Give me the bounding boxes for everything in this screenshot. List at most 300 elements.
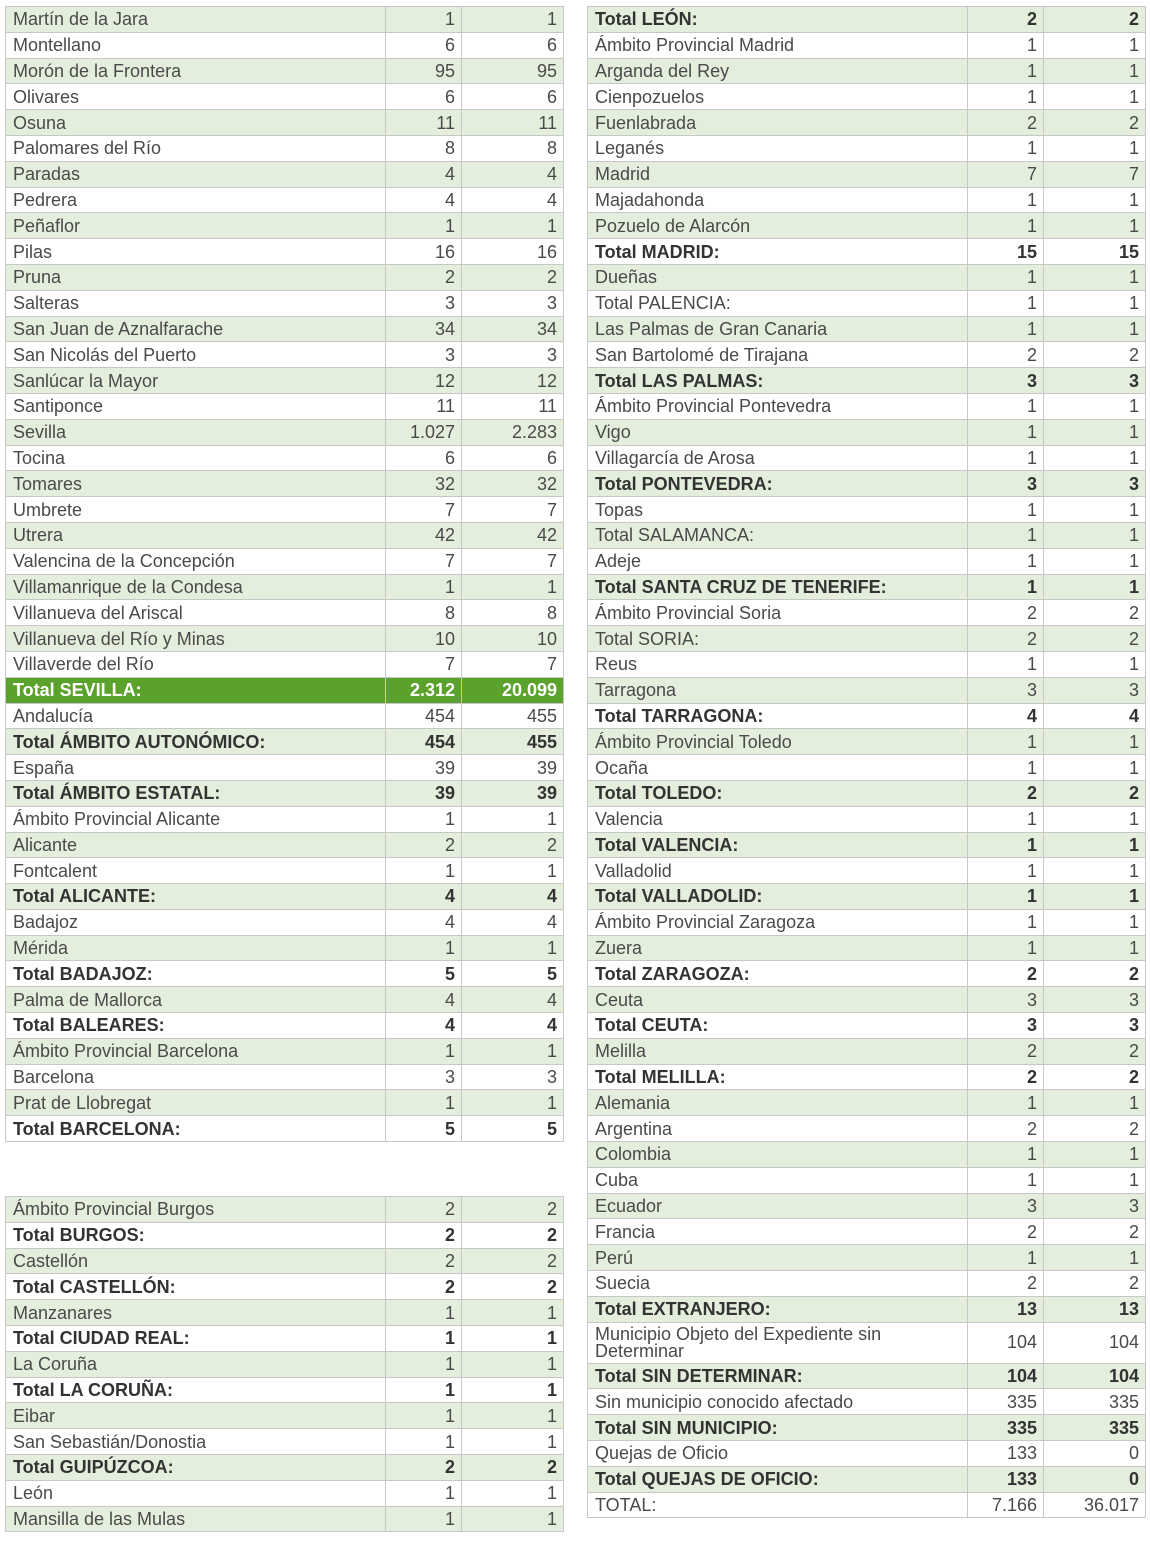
- table-row: [6, 239, 564, 265]
- row-value-b: 1: [1044, 651, 1146, 677]
- row-value-a: 4: [386, 987, 462, 1013]
- table-row: [588, 264, 1146, 290]
- table-row: [6, 729, 564, 755]
- row-value-a: 1: [386, 574, 462, 600]
- row-label: Topas: [588, 497, 968, 523]
- row-label: Villanueva del Río y Minas: [6, 626, 386, 652]
- row-value-a: 2: [968, 1064, 1044, 1090]
- row-label: Dueñas: [588, 264, 968, 290]
- row-value-a: 3: [968, 471, 1044, 497]
- row-value-b: 0: [1044, 1466, 1146, 1492]
- table-row: [588, 1193, 1146, 1219]
- table-row: [6, 987, 564, 1013]
- table-row: [6, 1377, 564, 1403]
- row-value-b: 2: [462, 1248, 564, 1274]
- row-value-b: 4: [462, 884, 564, 910]
- row-value-a: 1: [968, 832, 1044, 858]
- table-row: [588, 445, 1146, 471]
- row-value-a: 2: [386, 1248, 462, 1274]
- row-value-a: 1: [968, 884, 1044, 910]
- row-value-b: 1: [1044, 316, 1146, 342]
- row-value-b: 2: [1044, 1219, 1146, 1245]
- row-value-b: 1: [1044, 58, 1146, 84]
- row-value-b: 7: [462, 651, 564, 677]
- row-label: Ámbito Provincial Madrid: [588, 32, 968, 58]
- table-row: [588, 32, 1146, 58]
- row-label: Total VALLADOLID:: [588, 884, 968, 910]
- row-label: Las Palmas de Gran Canaria: [588, 316, 968, 342]
- row-value-a: 1: [386, 213, 462, 239]
- table-row: [588, 316, 1146, 342]
- row-label: Ceuta: [588, 987, 968, 1013]
- row-value-a: 12: [386, 368, 462, 394]
- row-label: Santiponce: [6, 393, 386, 419]
- row-value-a: 7: [386, 548, 462, 574]
- row-value-a: 2: [968, 342, 1044, 368]
- row-value-a: 1: [968, 858, 1044, 884]
- row-value-a: 2: [968, 1038, 1044, 1064]
- row-value-b: 1: [462, 858, 564, 884]
- row-value-a: 11: [386, 110, 462, 136]
- table-row: [588, 987, 1146, 1013]
- table-row: [6, 1454, 564, 1480]
- data-table-left-bottom: [5, 1196, 564, 1532]
- row-value-b: 6: [462, 32, 564, 58]
- table-row: [588, 393, 1146, 419]
- row-label: Villaverde del Río: [6, 651, 386, 677]
- table-body: [588, 7, 1146, 1518]
- row-value-b: 2: [1044, 1271, 1146, 1297]
- row-value-a: 2: [386, 264, 462, 290]
- row-value-b: 1: [1044, 858, 1146, 884]
- table-row: [6, 1038, 564, 1064]
- row-label: Total TARRAGONA:: [588, 703, 968, 729]
- row-value-b: 104: [1044, 1363, 1146, 1389]
- row-value-a: 1: [968, 187, 1044, 213]
- table-row: [588, 522, 1146, 548]
- table-row: [588, 187, 1146, 213]
- row-label: Francia: [588, 1219, 968, 1245]
- table-row: [588, 703, 1146, 729]
- row-label: Tocina: [6, 445, 386, 471]
- table-row: [6, 806, 564, 832]
- row-label: Pedrera: [6, 187, 386, 213]
- row-value-a: 1: [386, 1480, 462, 1506]
- row-value-b: 2: [462, 1197, 564, 1223]
- row-value-b: 2: [1044, 961, 1146, 987]
- row-label: Total SANTA CRUZ DE TENERIFE:: [588, 574, 968, 600]
- table-row: [588, 626, 1146, 652]
- table-row: [588, 1466, 1146, 1492]
- table-row: [588, 7, 1146, 33]
- row-value-a: 8: [386, 135, 462, 161]
- table-row: [6, 626, 564, 652]
- row-value-b: 1: [1044, 832, 1146, 858]
- row-value-b: 39: [462, 780, 564, 806]
- row-value-a: 1: [968, 574, 1044, 600]
- table-row: [6, 1506, 564, 1532]
- row-value-a: 1: [386, 935, 462, 961]
- table-row: [588, 755, 1146, 781]
- table-row: [6, 419, 564, 445]
- row-value-b: 1: [462, 935, 564, 961]
- row-label: Melilla: [588, 1038, 968, 1064]
- table-row: [588, 780, 1146, 806]
- row-label: Total SIN MUNICIPIO:: [588, 1415, 968, 1441]
- row-label: Villamanrique de la Condesa: [6, 574, 386, 600]
- row-label: Total ZARAGOZA:: [588, 961, 968, 987]
- table-row: [588, 1116, 1146, 1142]
- row-value-a: 1: [968, 909, 1044, 935]
- table-row: [588, 600, 1146, 626]
- row-value-b: 3: [1044, 368, 1146, 394]
- table-row: [6, 1248, 564, 1274]
- row-value-a: 3: [968, 368, 1044, 394]
- row-label: Total BURGOS:: [6, 1222, 386, 1248]
- row-label: Paradas: [6, 161, 386, 187]
- table-row: [588, 213, 1146, 239]
- row-value-b: 3: [462, 1064, 564, 1090]
- row-value-a: 6: [386, 32, 462, 58]
- row-value-b: 15: [1044, 239, 1146, 265]
- row-value-b: 7: [462, 548, 564, 574]
- row-label: Mérida: [6, 935, 386, 961]
- table-row: [6, 264, 564, 290]
- row-value-a: 1: [968, 290, 1044, 316]
- row-label: Total SALAMANCA:: [588, 522, 968, 548]
- row-label: Total MADRID:: [588, 239, 968, 265]
- row-value-a: 4: [386, 1013, 462, 1039]
- row-value-a: 2: [386, 1222, 462, 1248]
- row-value-a: 34: [386, 316, 462, 342]
- table-row: [6, 651, 564, 677]
- row-label: Total BADAJOZ:: [6, 961, 386, 987]
- row-value-b: 20.099: [462, 677, 564, 703]
- row-label: Valladolid: [588, 858, 968, 884]
- row-label: Utrera: [6, 522, 386, 548]
- row-value-b: 5: [462, 1116, 564, 1142]
- table-row: [6, 1403, 564, 1429]
- row-label: Alicante: [6, 832, 386, 858]
- row-value-a: 2: [968, 1116, 1044, 1142]
- row-value-b: 6: [462, 445, 564, 471]
- row-value-a: 39: [386, 780, 462, 806]
- table-row: [6, 187, 564, 213]
- table-row: [588, 677, 1146, 703]
- row-label: Ámbito Provincial Pontevedra: [588, 393, 968, 419]
- row-value-b: 1: [462, 213, 564, 239]
- row-label: Barcelona: [6, 1064, 386, 1090]
- row-label: España: [6, 755, 386, 781]
- row-label: Total TOLEDO:: [588, 780, 968, 806]
- row-value-a: 3: [968, 987, 1044, 1013]
- table-row: [588, 239, 1146, 265]
- row-label: Cienpozuelos: [588, 84, 968, 110]
- table-row: [6, 393, 564, 419]
- row-value-a: 6: [386, 84, 462, 110]
- table-row: [6, 58, 564, 84]
- table-row: [6, 110, 564, 136]
- row-value-b: 1: [462, 1377, 564, 1403]
- row-label: Tomares: [6, 471, 386, 497]
- table-row: [588, 1219, 1146, 1245]
- row-label: Total GUIPÚZCOA:: [6, 1454, 386, 1480]
- table-row: [6, 1064, 564, 1090]
- row-value-a: 6: [386, 445, 462, 471]
- table-row: [588, 1322, 1146, 1363]
- row-value-a: 335: [968, 1389, 1044, 1415]
- table-row: [6, 445, 564, 471]
- row-value-b: 1: [462, 1351, 564, 1377]
- row-value-b: 1: [1044, 755, 1146, 781]
- row-label: Total SEVILLA:: [6, 677, 386, 703]
- table-row: [588, 471, 1146, 497]
- row-label: Total LAS PALMAS:: [588, 368, 968, 394]
- table-body: [6, 1197, 564, 1532]
- row-value-a: 32: [386, 471, 462, 497]
- table-row: [588, 1441, 1146, 1467]
- table-row: [588, 419, 1146, 445]
- row-value-b: 1: [1044, 290, 1146, 316]
- row-value-b: 2: [1044, 780, 1146, 806]
- table-row: [6, 600, 564, 626]
- row-label: Tarragona: [588, 677, 968, 703]
- row-value-a: 39: [386, 755, 462, 781]
- row-value-a: 3: [968, 677, 1044, 703]
- row-value-a: 3: [386, 290, 462, 316]
- row-value-b: 1: [1044, 729, 1146, 755]
- row-value-a: 3: [968, 1193, 1044, 1219]
- row-value-a: 42: [386, 522, 462, 548]
- table-row: [6, 1197, 564, 1223]
- row-label: Sanlúcar la Mayor: [6, 368, 386, 394]
- row-value-a: 4: [386, 161, 462, 187]
- table-row: [588, 1142, 1146, 1168]
- row-value-b: 3: [1044, 471, 1146, 497]
- row-value-b: 1: [1044, 264, 1146, 290]
- row-value-a: 2: [968, 1271, 1044, 1297]
- row-label: Total SIN DETERMINAR:: [588, 1363, 968, 1389]
- row-value-a: 1: [968, 58, 1044, 84]
- row-value-b: 13: [1044, 1296, 1146, 1322]
- row-label: Municipio Objeto del Expediente sin Determinar: [588, 1322, 968, 1363]
- row-value-a: 8: [386, 600, 462, 626]
- row-value-a: 2: [968, 600, 1044, 626]
- row-value-b: 1: [462, 1506, 564, 1532]
- table-row: [588, 1245, 1146, 1271]
- row-value-b: 42: [462, 522, 564, 548]
- row-value-b: 2.283: [462, 419, 564, 445]
- row-value-a: 1: [386, 1377, 462, 1403]
- table-row: [6, 858, 564, 884]
- row-label: Palomares del Río: [6, 135, 386, 161]
- row-value-a: 104: [968, 1322, 1044, 1363]
- row-value-b: 1: [1044, 213, 1146, 239]
- row-label: San Juan de Aznalfarache: [6, 316, 386, 342]
- table-row: [588, 1090, 1146, 1116]
- row-label: Sin municipio conocido afectado: [588, 1389, 968, 1415]
- row-label: Umbrete: [6, 497, 386, 523]
- row-value-a: 4: [386, 884, 462, 910]
- row-value-b: 1: [1044, 1245, 1146, 1271]
- row-value-b: 1: [1044, 522, 1146, 548]
- row-value-a: 1: [968, 264, 1044, 290]
- table-row: [6, 909, 564, 935]
- row-value-b: 1: [1044, 187, 1146, 213]
- row-value-b: 2: [462, 264, 564, 290]
- table-row: [588, 1064, 1146, 1090]
- row-value-b: 2: [1044, 7, 1146, 33]
- row-value-a: 5: [386, 961, 462, 987]
- row-value-a: 1: [968, 316, 1044, 342]
- row-label: Prat de Llobregat: [6, 1090, 386, 1116]
- row-value-a: 1: [386, 1325, 462, 1351]
- table-row: [6, 316, 564, 342]
- row-label: San Nicolás del Puerto: [6, 342, 386, 368]
- row-value-b: 1: [1044, 806, 1146, 832]
- row-value-a: 1: [968, 213, 1044, 239]
- row-value-b: 2: [1044, 1038, 1146, 1064]
- row-value-b: 95: [462, 58, 564, 84]
- table-row: [588, 368, 1146, 394]
- table-row: [588, 1492, 1146, 1518]
- row-value-b: 6: [462, 84, 564, 110]
- row-value-a: 2.312: [386, 677, 462, 703]
- row-label: Arganda del Rey: [588, 58, 968, 84]
- row-value-a: 1: [968, 755, 1044, 781]
- table-row: [6, 1325, 564, 1351]
- table-row: [6, 368, 564, 394]
- table-row: [588, 58, 1146, 84]
- row-label: Villagarcía de Arosa: [588, 445, 968, 471]
- table-row: [588, 1013, 1146, 1039]
- row-value-b: 1: [1044, 884, 1146, 910]
- data-table-right: [587, 6, 1146, 1518]
- row-value-a: 5: [386, 1116, 462, 1142]
- row-value-a: 1: [386, 858, 462, 884]
- row-label: Osuna: [6, 110, 386, 136]
- row-value-b: 1: [1044, 1142, 1146, 1168]
- row-value-b: 1: [1044, 1090, 1146, 1116]
- row-value-a: 1: [968, 1142, 1044, 1168]
- row-label: Total LA CORUÑA:: [6, 1377, 386, 1403]
- row-value-b: 2: [1044, 110, 1146, 136]
- row-value-b: 2: [1044, 600, 1146, 626]
- row-label: Vigo: [588, 419, 968, 445]
- table-row: [588, 161, 1146, 187]
- row-value-a: 7: [968, 161, 1044, 187]
- row-value-a: 4: [968, 703, 1044, 729]
- row-label: Andalucía: [6, 703, 386, 729]
- row-value-b: 1: [1044, 574, 1146, 600]
- row-label: Majadahonda: [588, 187, 968, 213]
- row-value-b: 1: [1044, 935, 1146, 961]
- row-value-b: 8: [462, 600, 564, 626]
- row-value-a: 3: [386, 342, 462, 368]
- row-label: Leganés: [588, 135, 968, 161]
- row-label: Sevilla: [6, 419, 386, 445]
- row-label: Colombia: [588, 1142, 968, 1168]
- row-label: Madrid: [588, 161, 968, 187]
- row-value-a: 133: [968, 1466, 1044, 1492]
- row-label: Total CEUTA:: [588, 1013, 968, 1039]
- row-label: Olivares: [6, 84, 386, 110]
- row-label: Zuera: [588, 935, 968, 961]
- row-value-b: 2: [1044, 1064, 1146, 1090]
- row-value-a: 2: [386, 1274, 462, 1300]
- row-label: Mansilla de las Mulas: [6, 1506, 386, 1532]
- table-row: [588, 1389, 1146, 1415]
- table-row: [6, 1300, 564, 1326]
- row-value-b: 3: [1044, 1193, 1146, 1219]
- row-label: Manzanares: [6, 1300, 386, 1326]
- table-row: [6, 7, 564, 33]
- row-label: Ámbito Provincial Soria: [588, 600, 968, 626]
- table-row: [588, 1167, 1146, 1193]
- row-value-a: 454: [386, 703, 462, 729]
- row-label: Total MELILLA:: [588, 1064, 968, 1090]
- table-row: [6, 703, 564, 729]
- row-value-b: 11: [462, 110, 564, 136]
- row-value-b: 2: [1044, 1116, 1146, 1142]
- row-label: Total ÁMBITO ESTATAL:: [6, 780, 386, 806]
- row-value-a: 4: [386, 909, 462, 935]
- row-label: Ámbito Provincial Barcelona: [6, 1038, 386, 1064]
- row-value-b: 1: [1044, 548, 1146, 574]
- row-value-b: 3: [462, 290, 564, 316]
- table-row: [6, 1222, 564, 1248]
- row-value-b: 3: [1044, 1013, 1146, 1039]
- row-value-b: 1: [462, 1429, 564, 1455]
- row-label: Badajoz: [6, 909, 386, 935]
- row-value-a: 1: [968, 497, 1044, 523]
- row-value-a: 2: [968, 110, 1044, 136]
- table-row: [6, 574, 564, 600]
- row-label: Reus: [588, 651, 968, 677]
- row-label: Ámbito Provincial Zaragoza: [588, 909, 968, 935]
- row-value-a: 2: [968, 1219, 1044, 1245]
- row-value-b: 2: [462, 1222, 564, 1248]
- row-value-a: 3: [968, 1013, 1044, 1039]
- table-row: [6, 935, 564, 961]
- row-value-a: 133: [968, 1441, 1044, 1467]
- row-value-b: 1: [1044, 419, 1146, 445]
- row-value-b: 1: [462, 1403, 564, 1429]
- row-value-b: 1: [1044, 445, 1146, 471]
- row-value-a: 7: [386, 497, 462, 523]
- row-value-a: 104: [968, 1363, 1044, 1389]
- row-value-b: 32: [462, 471, 564, 497]
- table-row: [6, 884, 564, 910]
- table-row: [588, 290, 1146, 316]
- row-value-b: 2: [1044, 626, 1146, 652]
- row-label: Fontcalent: [6, 858, 386, 884]
- row-label: Total LEÓN:: [588, 7, 968, 33]
- row-value-b: 4: [1044, 703, 1146, 729]
- row-value-a: 2: [386, 832, 462, 858]
- table-body: [6, 7, 564, 1142]
- row-value-b: 455: [462, 729, 564, 755]
- row-label: Morón de la Frontera: [6, 58, 386, 84]
- row-value-b: 3: [1044, 987, 1146, 1013]
- table-row: [6, 755, 564, 781]
- row-value-b: 4: [462, 187, 564, 213]
- row-label: Villanueva del Ariscal: [6, 600, 386, 626]
- row-value-a: 1: [968, 1167, 1044, 1193]
- row-value-a: 7: [386, 651, 462, 677]
- row-value-a: 1: [968, 445, 1044, 471]
- row-value-b: 2: [1044, 342, 1146, 368]
